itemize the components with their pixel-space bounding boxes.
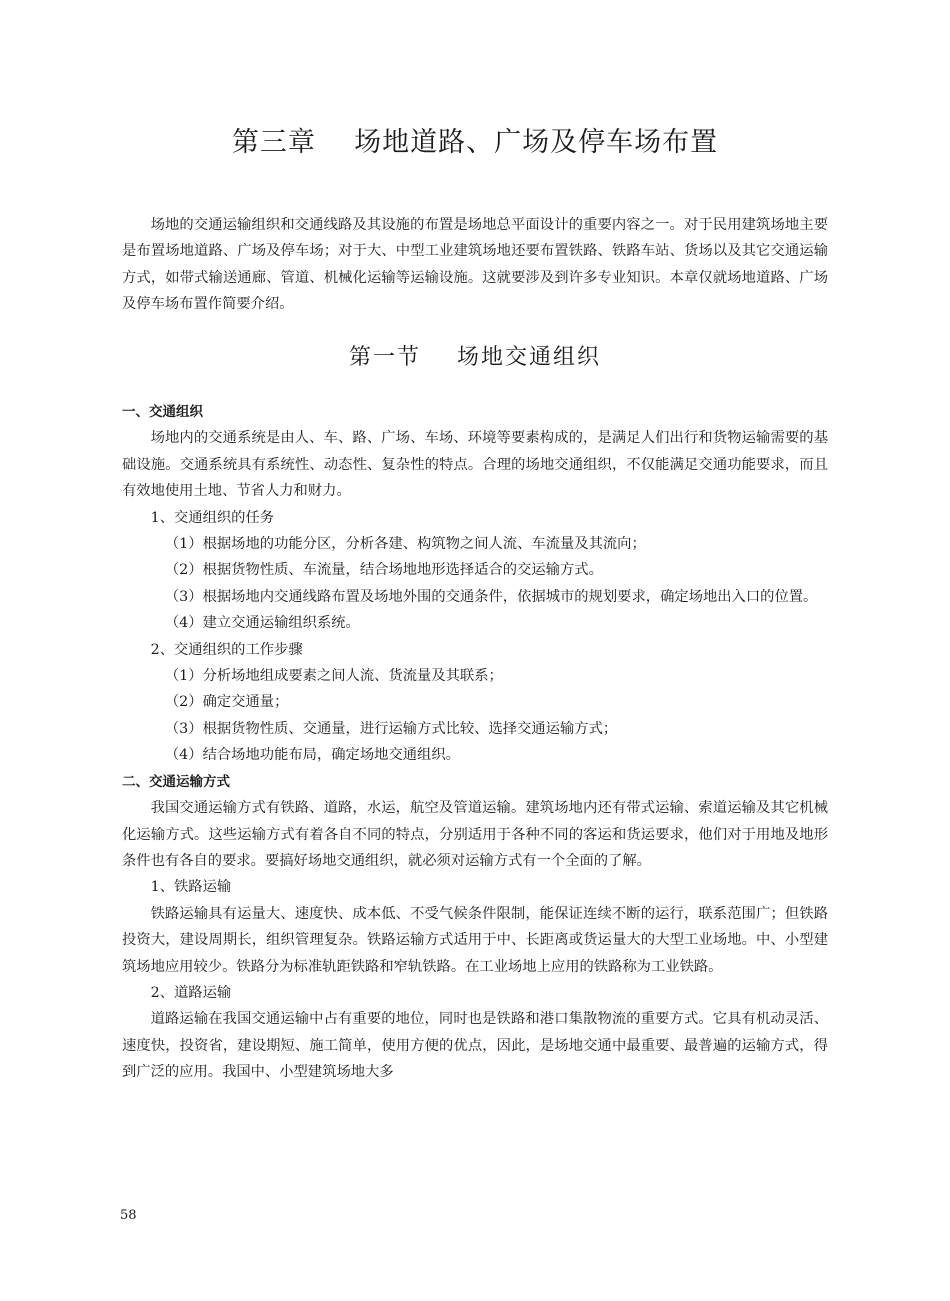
list-item: （2）根据货物性质、车流量，结合场地地形选择适合的交运输方式。 bbox=[164, 562, 603, 579]
subheading-steps: 2、交通组织的工作步骤 bbox=[150, 641, 303, 658]
list-item: （1）根据场地的功能分区，分析各建、构筑物之间人流、车流量及其流向； bbox=[164, 536, 646, 553]
paragraph-railway: 铁路运输具有运量大、速度快、成本低、不受气候条件限制，能保证连续不断的运行，联系范围广；但铁路投资大，建设周期长，组织管理复杂。铁路运输方式适用于中、长距离或货运量大的大型工业场地。中、小型建筑场地应用较少。铁路分为标准轨距铁路和窄轨铁路。在工业场地上应用的铁路称为工业铁路。 bbox=[122, 905, 828, 975]
chapter-title: 第三章 场地道路、广场及停车场布置 bbox=[231, 127, 719, 158]
paragraph-traffic-system: 场地内的交通系统是由人、车、路、广场、车场、环境等要素构成的，是满足人们出行和货物运输需要的基础设施。交通系统具有系统性、动态性、复杂性的特点。合理的场地交通组织，不仅能满足交通功能要求，而且有效地使用土地、节省人力和财力。 bbox=[122, 430, 828, 500]
list-item: （4）结合场地功能布局，确定场地交通组织。 bbox=[164, 747, 460, 764]
heading-transport-modes: 二、交通运输方式 bbox=[122, 773, 230, 790]
page-number: 58 bbox=[120, 1208, 137, 1223]
paragraph-road: 道路运输在我国交通运输中占有重要的地位，同时也是铁路和港口集散物流的重要方式。它具有机动灵活、速度快，投资省，建设期短、施工简单，使用方便的优点，因此，是场地交通中最重要、最普遍的运输方式，得到广泛的应用。我国中、小型建筑场地大多 bbox=[122, 1011, 828, 1081]
list-item: （3）根据场地内交通线路布置及场地外围的交通条件，依据城市的规划要求，确定场地出入口的位置。 bbox=[164, 588, 818, 605]
subheading-road: 2、道路运输 bbox=[150, 984, 232, 1001]
subheading-tasks: 1、交通组织的任务 bbox=[150, 509, 275, 526]
list-item: （3）根据货物性质、交通量，进行运输方式比较、选择交通运输方式； bbox=[164, 720, 618, 737]
paragraph-transport-modes: 我国交通运输方式有铁路、道路，水运，航空及管道运输。建筑场地内还有带式运输、索道运输及其它机械化运输方式。这些运输方式有着各自不同的特点，分别适用于各种不同的客运和货运要求，他们对于用地及地形条件也有各自的要求。要搞好场地交通组织，就必须对运输方式有一个全面的了解。 bbox=[122, 800, 828, 869]
intro-block bbox=[122, 212, 828, 318]
intro-paragraph: 场地的交通运输组织和交通线路及其设施的布置是场地总平面设计的重要内容之一。对于民用建筑场地主要是布置场地道路、广场及停车场；对于大、中型工业建筑场地还要布置铁路、铁路车站、货场以及其它交通运输方式，如带式输送通廊、管道、机械化运输等运输设施。这就要涉及到许多专业知识。本章仅就场地道路、广场及停车场布置作简要介绍。 bbox=[122, 217, 828, 313]
subheading-railway: 1、铁路运输 bbox=[150, 879, 232, 896]
section-title: 第一节 场地交通组织 bbox=[349, 345, 601, 370]
main-content bbox=[122, 399, 828, 1086]
list-item: （2）确定交通量； bbox=[164, 694, 289, 711]
list-item: （1）分析场地组成要素之间人流、货流量及其联系； bbox=[164, 668, 503, 685]
list-item: （4）建立交通运输组织系统。 bbox=[164, 615, 360, 632]
heading-traffic-organization: 一、交通组织 bbox=[122, 404, 203, 420]
